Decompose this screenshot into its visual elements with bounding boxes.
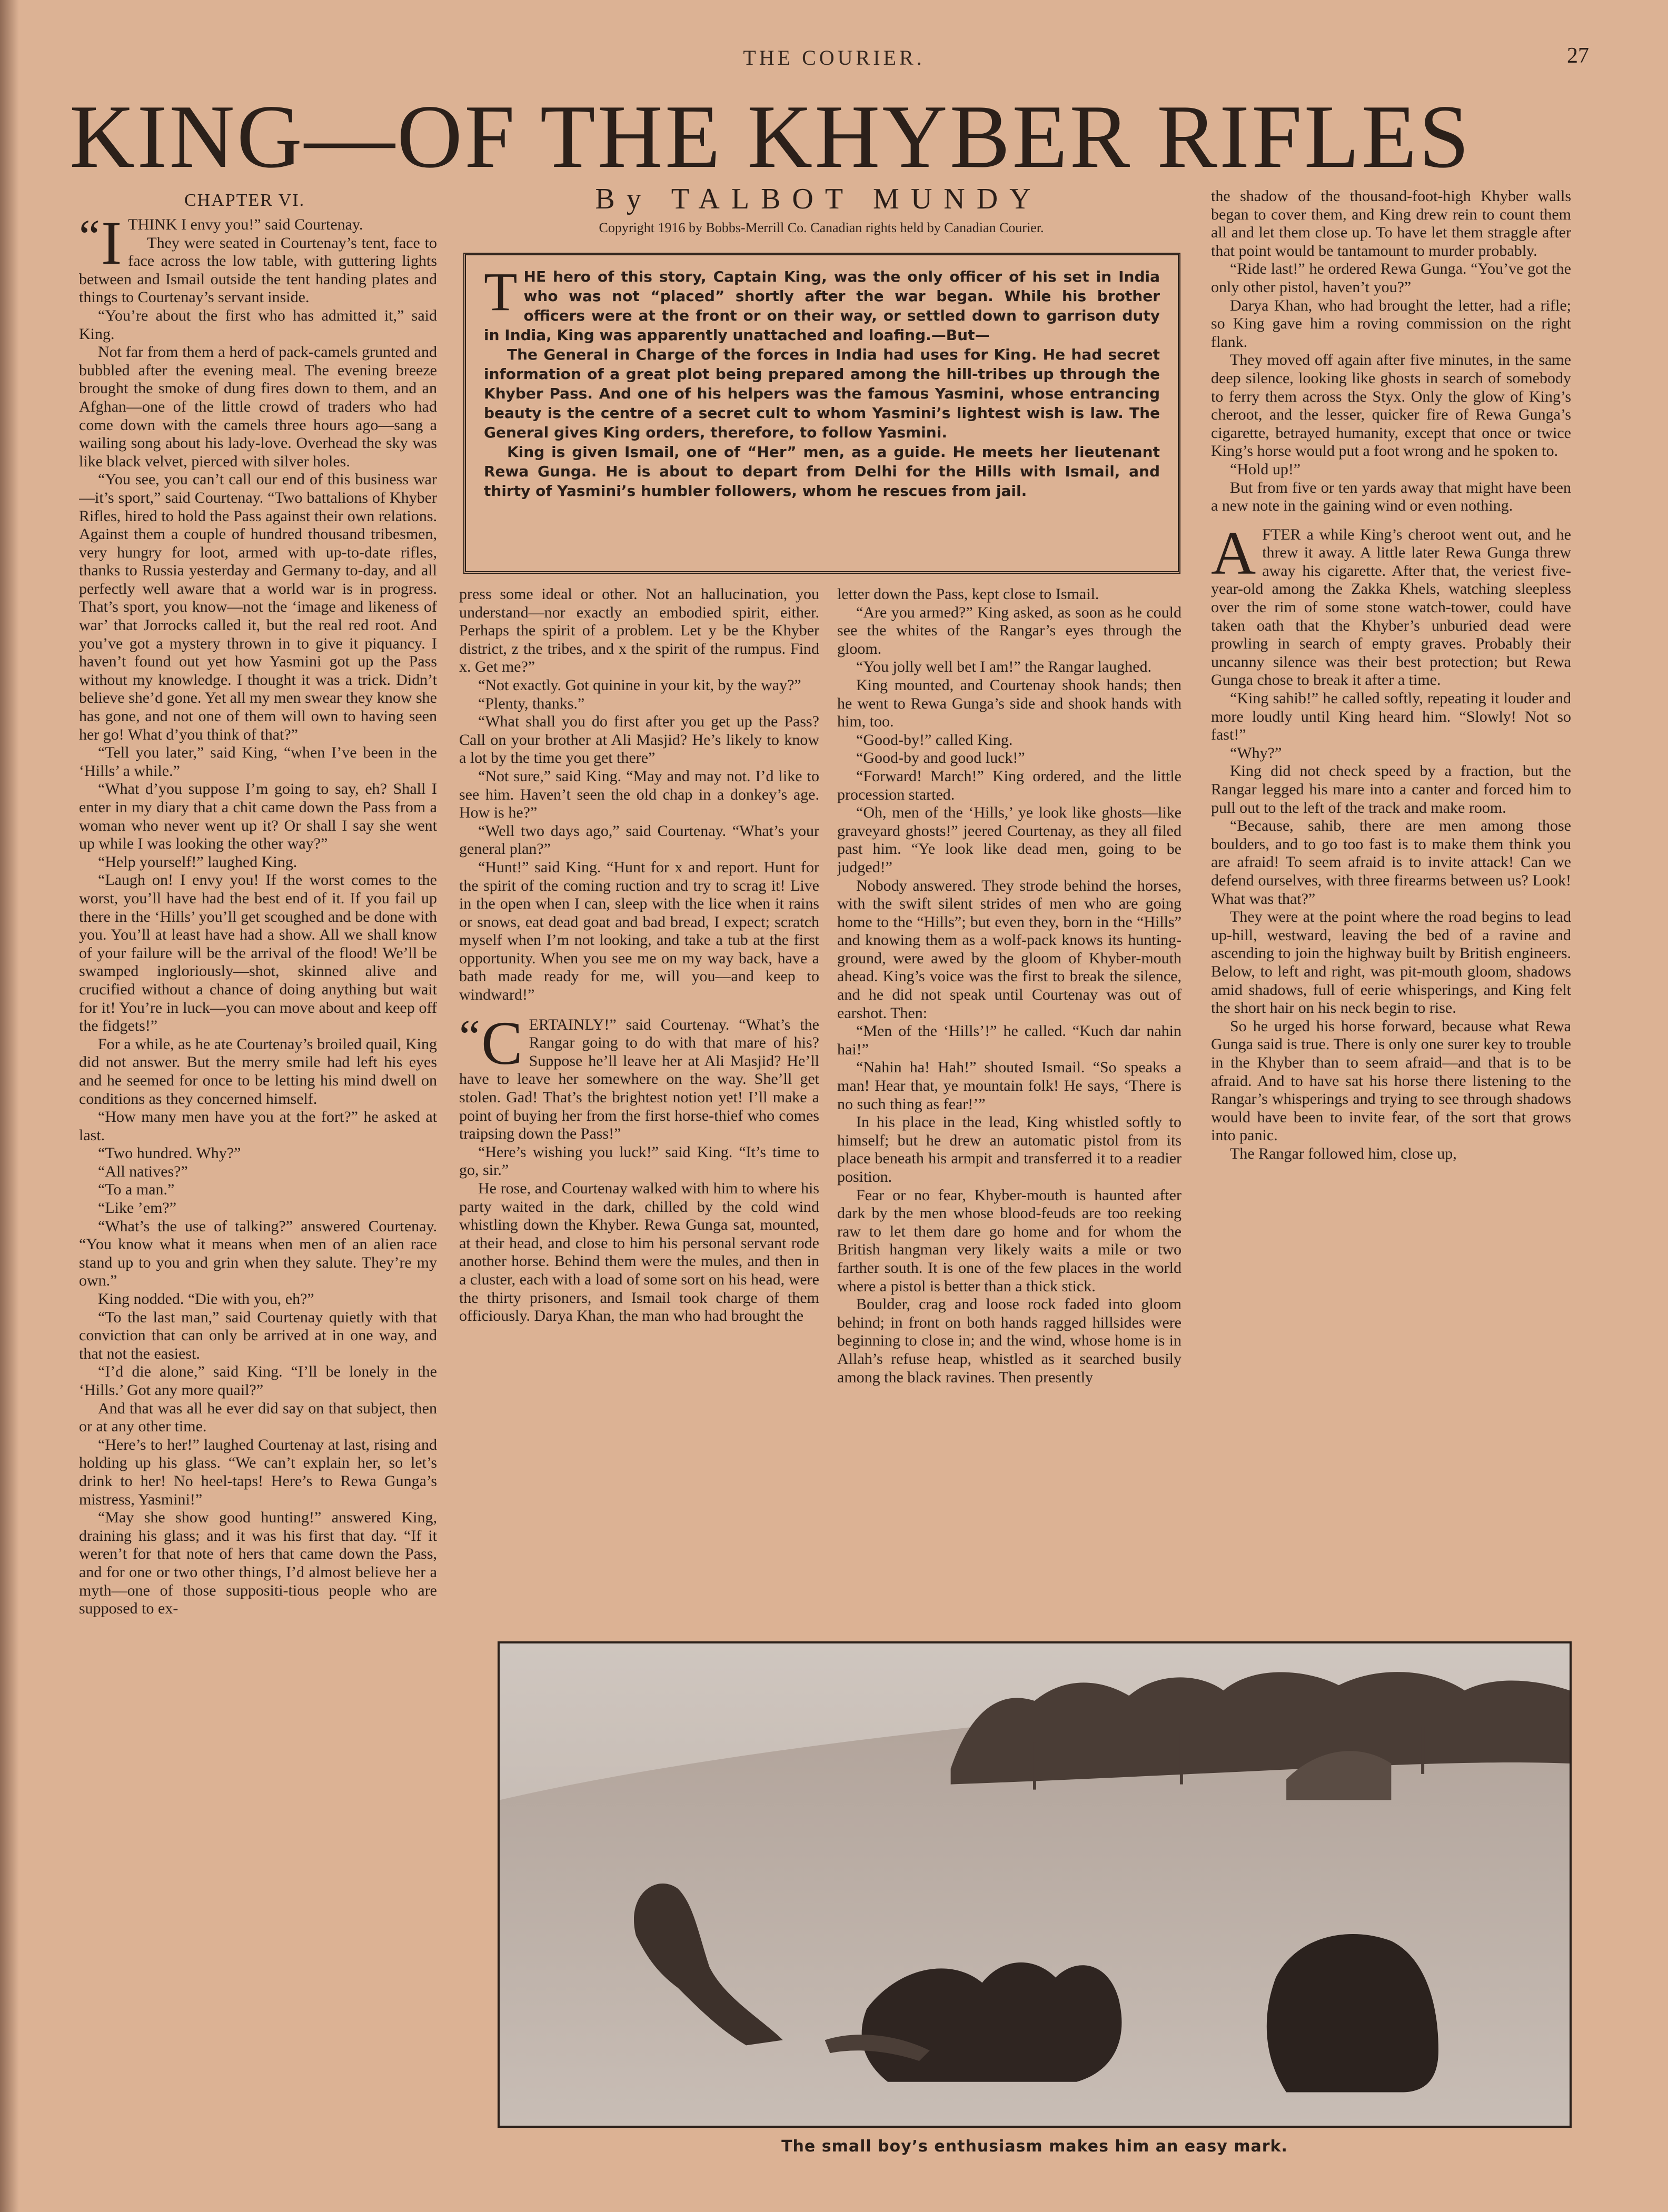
synopsis-paragraph: HE hero of this story, Captain King, was the only officer of his set in India who was not “placed” shortly after the war began. While his brother officers were at the front or on their way, or settled down to garrison duty in India, King was apparently unattached and loafing.—But— [484,268,1160,344]
copyright-line: Copyright 1916 by Bobbs-Merrill Co. Canadian rights held by Canadian Courier. [599,220,1044,235]
paragraph [459,1008,819,1143]
paragraph: “You’re about the first who has admitted it,” said King. [79,306,437,343]
drop-cap: A [1211,518,1256,587]
paragraph: the shadow of the thousand-foot-high Khyber walls began to cover them, and King drew rein to count them all and let them close up. To have let them straggle after that point would be tantamount to murder probably. [1211,187,1571,260]
paragraph: letter down the Pass, kept close to Ismail. [837,585,1099,603]
drop-cap: I [101,216,122,277]
paragraph [1211,518,1571,690]
synopsis-paragraph: King is given Ismail, one of “Her” men, as a guide. He meets her lieutenant Rewa Gunga. He is about to depart from Delhi for the Hills with Ismail, and thirty of Yasmini’s humbler followers, whom he rescues from jail. [484,443,1160,500]
paragraph: “Good-by and good luck!” [856,749,1025,767]
paragraph: “Two hundred. Why?” [98,1144,241,1162]
paragraph: “Plenty, thanks.” [478,694,585,712]
paragraph: “Hold up!” [1230,460,1301,478]
paragraph: They were at the point where the road begins to lead up-hill, westward, leaving the bed of a ravine and ascending to join the highway built by British engineers. Below, to left and right, was pit-mouth gloom, shadows amid shadows, full of eerie whisperings, and King felt the short hair on his neck begin to rise. [1211,908,1571,1017]
paragraph: “Tell you later,” said King, “when I’ve been in the ‘Hills’ a while.” [79,744,437,780]
paragraph: In his place in the lead, King whistled softly to himself; but he drew an automatic pistol from its place beneath his armpit and transferred it to a readier position. [837,1113,1182,1185]
paragraph: “To a man.” [98,1181,175,1199]
paragraph: Boulder, crag and loose rock faded into gloom behind; in front on both hands ragged hillsides were beginning to close in; and the wind, whose home is in Allah’s refuse heap, whistled as it searched busily among the black ravines. Then presently [837,1296,1182,1386]
paragraph: But from five or ten yards away that might have been a new note in the gaining wind or even nothing. [1211,479,1571,515]
text-column-3 [837,585,1182,1617]
byline: By TALBOT MUNDY [595,183,1042,215]
paragraph: “You jolly well bet I am!” the Rangar laughed. [856,658,1151,676]
paragraph: “Not sure,” said King. “May and may not. I’d like to see him. Haven’t seen the old chap in a donkey’s age. How is he?” [459,767,819,822]
paragraph: “King sahib!” he called softly, repeating it louder and more loudly until King heard him. “Slowly! Not so fast!” [1211,690,1571,744]
paragraph: “Like ’em?” [98,1199,177,1217]
paragraph: “Laugh on! I envy you! If the worst comes to the worst, you’ll have had the best end of it. If you fail up there in the ‘Hills’ you’ll get scoughed and be done with you. You’ll at least have had a show. All we shall know of your failure will be the arrival of the flood! We’ll be swamped ingloriously—shot, skinned alive and crucified without a chance of doing anything but wait for it! You’re in luck—you can move about and keep off the fidgets!” [79,871,437,1035]
paragraph: Fear or no fear, Khyber-mouth is haunted after dark by the men whose blood-feuds are too reeking raw to let them dare go home and for whom the British hangman very likely waits a mile or two farther south. It is one of the few places in the world where a pistol is better than a thick stick. [837,1186,1182,1295]
paragraph-text: ERTAINLY!” said Courtenay. “What’s the Rangar going to do with that mare of his? Suppose he’ll leave her at Ali Masjid? He’ll have to leave her somewhere on the way. She’ll get stolen. Gad! That’s the brightest notion yet! I’ll make a point of buying her from the first horse-thief who comes traipsing down the Pass!” [459,1015,819,1143]
paragraph: “Not exactly. Got quinine in your kit, by the way?” [478,676,801,694]
paragraph: “I’d die alone,” said King. “I’ll be lonely in the ‘Hills.’ Got any more quail?” [79,1363,437,1399]
paragraph: “Hunt!” said King. “Hunt for x and report. Hunt for the spirit of the coming ruction and try to scrag it! Live in the open when I can, sleep with the lice when it rains or snows, eat dead goat and bad bread, I expect; scratch myself when I’m not looking, and take a tub at the first opportunity. When you see me on my way back, have a bath made ready for me, will you—and keep to windward!” [459,858,819,1004]
paragraph: “Here’s to her!” laughed Courtenay at last, rising and holding up his glass. “We can’t explain her, so let’s drink to her! No heel-taps! Here’s to Rewa Gunga’s mistress, Yasmini!” [79,1436,437,1508]
paragraph: “What shall you do first after you get up the Pass? Call on your brother at Ali Masjid? He’s likely to know a lot by the time you get there” [459,713,819,767]
synopsis-box [463,253,1180,574]
story-title: KING—OF THE KHYBER RIFLES [70,87,1472,187]
photo-illustration [500,1643,1570,2126]
paragraph: “Here’s wishing you luck!” said King. “It’s time to go, sir.” [459,1143,819,1179]
paragraph: “Men of the ‘Hills’!” he called. “Kuch dar nahin hai!” [837,1022,1182,1058]
paragraph: Not far from them a herd of pack-camels grunted and bubbled after the evening meal. The evening breeze brought the smoke of dung fires down to them, and an Afghan—one of the little crowd of traders who had come down with the camels three hours ago—sang a wailing song about his lady-love. Overhead the sky was like black velvet, pierced with silver holes. [79,343,437,470]
paragraph: For a while, as he ate Courtenay’s broiled quail, King did not answer. But the merry smile had left his eyes and he seemed for once to be letting his mind dwell on conditions as they concerned himself. [79,1035,437,1108]
synopsis-paragraph: The General in Charge of the forces in India had uses for King. He had secret information of a great plot being prepared among the hill-tribes up through the Khyber Pass. And one of his helpers was the famous Yasmini, whose entrancing beauty is the centre of a secret cult to whom Yasmini’s lightest wish is law. The General gives King orders, therefore, to follow Yasmini. [484,346,1160,441]
text-column-4 [1211,187,1571,1619]
paragraph-text: FTER a while King’s cheroot went out, and he threw it away. A little later Rewa Gunga threw away his cigarette. After that, the veriest five-year-old among the Zakka Khels, watching sleepless over the rim of some stone watch-tower, could have taken oath that the Khyber’s unburied dead were prowling in search of empty graves. Probably their uncanny silence was their best protection; but Rewa Gunga chose to break it after a time. [1211,525,1571,689]
synopsis-drop-cap: T [484,262,518,322]
snow-photograph [498,1641,1572,2128]
paragraph: “Good-by!” called King. [856,731,1013,749]
paragraph: Darya Khan, who had brought the letter, had a rifle; so King gave him a roving commission on the right flank. [1211,296,1571,351]
paragraph: “Forward! March!” King ordered, and the little procession started. [837,767,1182,803]
paragraph: “Are you armed?” King asked, as soon as he could see the whites of the Rangar’s eyes through the gloom. [837,603,1182,657]
paragraph: “What’s the use of talking?” answered Courtenay. “You know what it means when men of an alien race stand up to you and grin when they salute. They’re my own.” [79,1217,437,1290]
paragraph: “Because, sahib, there are men among those boulders, and to go too fast is to make them think you are afraid! To seem afraid is to invite attack! Can we defend ourselves, with three firearms between us? Look! What was that?” [1211,817,1571,908]
paragraph: press some ideal or other. Not an hallucination, you understand—nor exactly an embodied spirit, either. Perhaps the spirit of a problem. Let y be the Khyber district, z the tribes, and x the spirit of the rumpus. Find x. Get me?” [459,585,819,676]
paragraph: King did not check speed by a fraction, but the Rangar legged his mare into a canter and forced him to pull out to the left of the track and make room. [1211,762,1571,816]
paragraph: “Why?” [1230,744,1282,762]
paragraph: The Rangar followed him, close up, [1230,1144,1457,1162]
text-column-2 [459,585,819,1617]
paragraph: “Nahin ha! Hah!” shouted Ismail. “So speaks a man! Hear that, ye mountain folk! He says, ‘There is no such thing as fear!’” [837,1059,1182,1113]
paragraph: They moved off again after five minutes, in the same deep silence, looking like ghosts in search of somebody to ferry them across the Styx. Only the glow of King’s cheroot, and the lesser, quicker fire of Rewa Gunga’s cigarette, betrayed humanity, except that once or twice King’s horse would put a foot wrong and he spoken to. [1211,351,1571,460]
paragraph: “What d’you suppose I’m going to say, eh? Shall I enter in my diary that a chit came down the Pass from a woman who never went up it? Or shall I say she went up while I was looking the other way?” [79,780,437,853]
paragraph: “You see, you can’t call our end of this business war—it’s sport,” said Courtenay. “Two battalions of Khyber Rifles, hired to hold the Pass against their own relations. Against them a couple of hundred thousand tribesmen, very hungry for loot, armed with up-to-date rifles, thanks to Russia yesterday and Germany to-day, and all perfectly well aware that a world war is in progress. That’s sport, you know—not the ‘image and likeness of war’ that Jorrocks called it, but the real red root. And you’ve got a mystery thrown in to give it piquancy. I haven’t found out yet how Yasmini got up the Pass without my knowledge. I thought it was a trick. Didn’t believe she’d gone. Yet all my men swear they know she has gone, and not one of them will own to having seen her go! What d’you think of that?” [79,471,437,743]
paragraph: “Well two days ago,” said Courtenay. “What’s your general plan?” [459,822,819,858]
open-quote: “ [79,216,100,263]
paragraph: “Ride last!” he ordered Rewa Gunga. “You’ve got the only other pistol, haven’t you?” [1211,260,1571,296]
running-head: THE COURIER. [743,46,925,69]
text-column-1 [79,216,437,2048]
paragraph: “May she show good hunting!” answered King, draining his glass; and it was his first that day. “If it weren’t for that note of hers that came down the Pass, and for one or two other things, I’d almost believe her a myth—one of those suppositi-tious people who are supposed to ex- [79,1509,437,1618]
paragraph: King nodded. “Die with you, eh?” [98,1290,314,1308]
paragraph: So he urged his horse forward, because what Rewa Gunga said is true. There is only one surer key to trouble in the Khyber than to seem afraid—and that is to be afraid. And to have sat his horse there listening to the Rangar’s whisperings and trying to see through shadows would have been to invite fear, of the sort that grows into panic. [1211,1017,1571,1144]
paragraph: They were seated in Courtenay’s tent, face to face across the low table, with guttering lights between and Ismail outside the tent handing plates and things to Courtenay’s servant inside. [79,234,437,306]
drop-cap: C [481,1008,523,1078]
paragraph: “Help yourself!” laughed King. [98,853,297,871]
paragraph: He rose, and Courtenay walked with him to where his party waited in the dark, chilled by the cold wind whistling down the Khyber. Rewa Gunga sat, mounted, at their head, and close to him his personal servant rode another horse. Behind them were the mules, and then in a cluster, each with a load of some sort on his head, were the thirty prisoners, and Ismail took charge of them officiously. Darya Khan, the man who had brought the [459,1180,819,1325]
open-quote: “ [459,1010,480,1063]
paragraph: Nobody answered. They strode behind the horses, with the swift silent strides of men who are going home to the “Hills”; but even they, born in the “Hills” and knowing them as a wolf-pack knows its hunting-ground, were awed by the gloom of Khyber-mouth ahead. King’s voice was the first to break the silence, and he did not speak until Courtenay was out of earshot. Then: [837,876,1182,1022]
chapter-heading: CHAPTER VI. [184,191,305,210]
page-number: 27 [1567,44,1589,68]
paragraph: King mounted, and Courtenay shook hands; then he went to Rewa Gunga’s side and shook hands with him, too. [837,676,1182,731]
paragraph-text: THINK I envy you!” said Courtenay. [128,216,363,233]
paragraph: “How many men have you at the fort?” he asked at last. [79,1108,437,1144]
paragraph: And that was all he ever did say on that subject, then or at any other time. [79,1399,437,1436]
paragraph: “All natives?” [98,1162,188,1180]
paragraph: “To the last man,” said Courtenay quietly with that conviction that can only be arrived at in one way, and that not the easiest. [79,1308,437,1362]
paragraph: “Oh, men of the ‘Hills,’ ye look like ghosts—like graveyard ghosts!” jeered Courtenay, as they all filed past him. “Ye look like dead men, going to be judged!” [837,804,1182,876]
photo-caption: The small boy’s enthusiasm makes him an easy mark. [781,2137,1288,2156]
binding-shadow [0,0,19,2212]
